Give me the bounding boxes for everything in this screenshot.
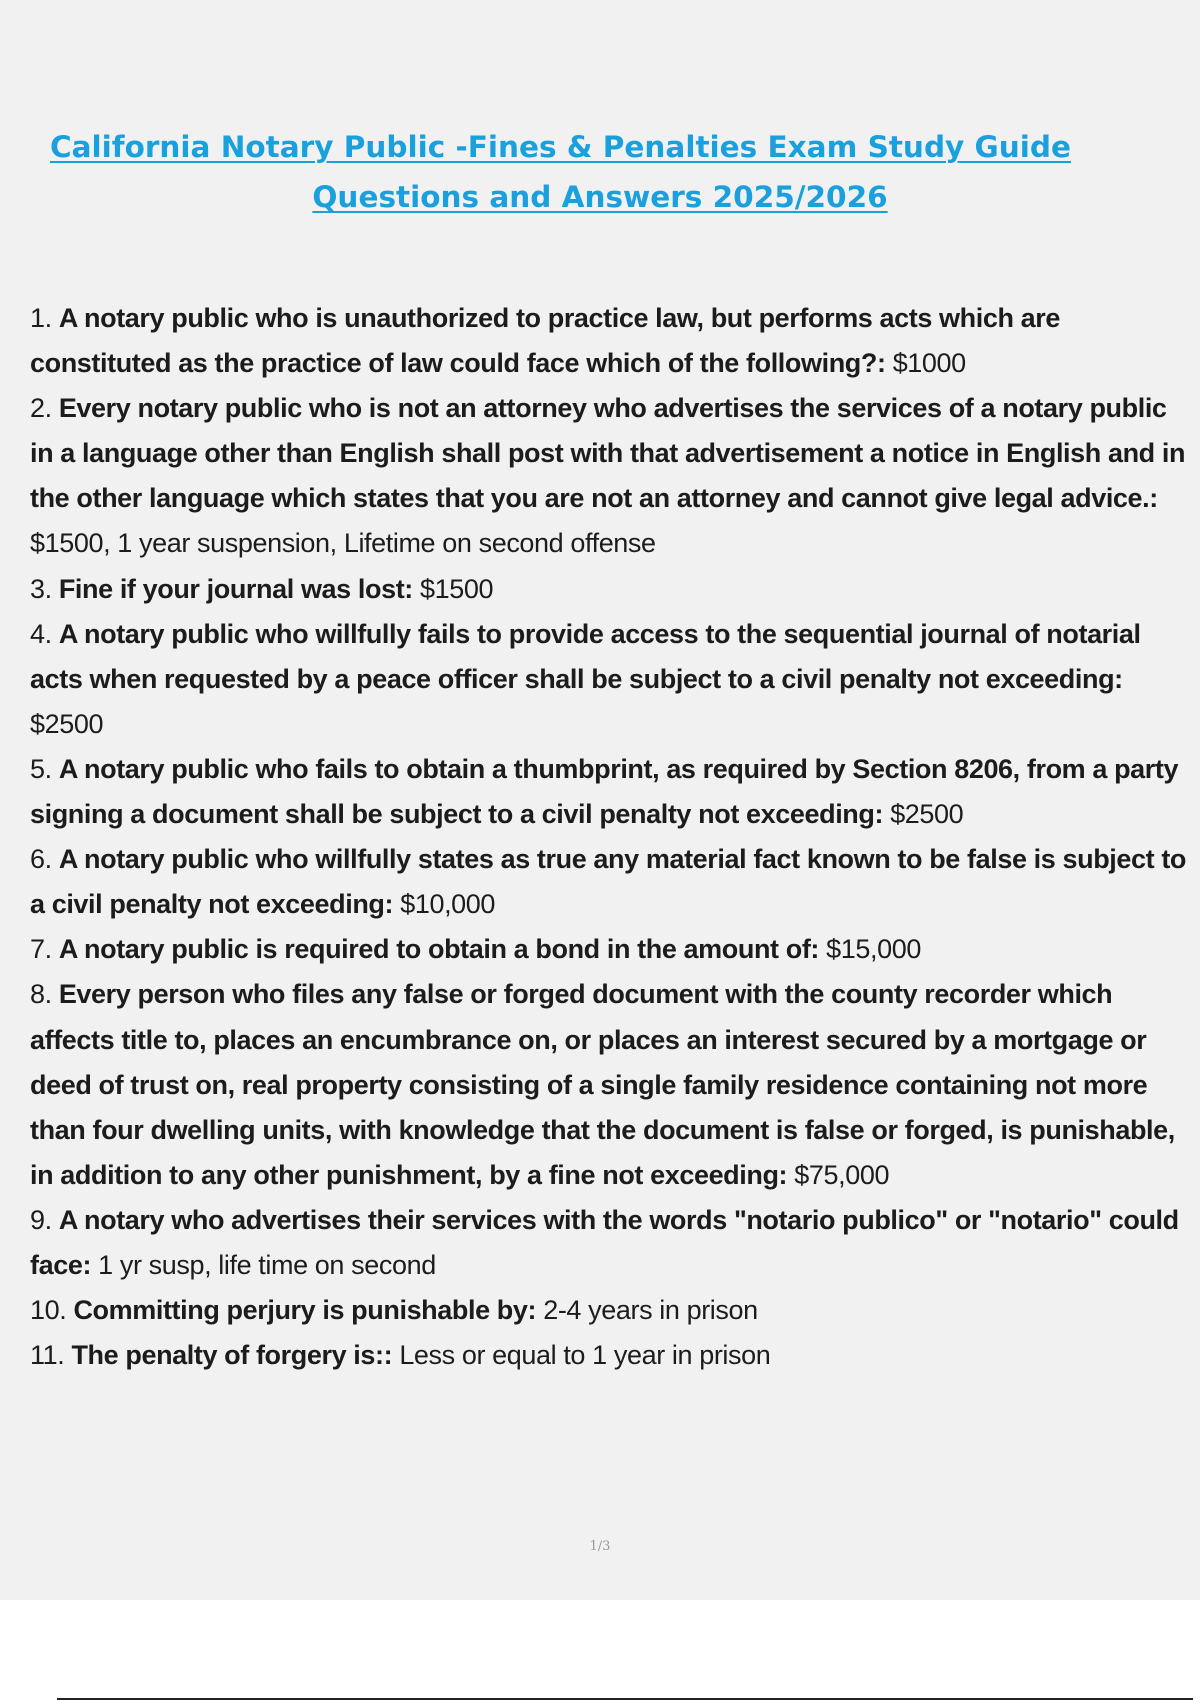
qa-item-9 [30, 1198, 1195, 1288]
qa-number: 2. [30, 393, 52, 424]
qa-item-11 [30, 1333, 1195, 1378]
qa-question: A notary public who willfully states as true any material fact known to be false is subject to a civil penalty not exceeding: [30, 844, 1186, 920]
qa-question: Fine if your journal was lost: [58, 573, 413, 604]
qa-number: 4. [30, 618, 52, 649]
qa-question: Committing perjury is punishable by: [73, 1295, 537, 1326]
qa-answer: Less or equal to 1 year in prison [399, 1340, 771, 1371]
title-line-2: Questions and Answers 2025/2026 [312, 180, 888, 214]
qa-answer: 2-4 years in prison [543, 1295, 758, 1326]
qa-answer: $1500 [419, 573, 494, 604]
qa-number: 10. [30, 1295, 67, 1326]
qa-item-5 [30, 747, 1195, 837]
qa-answer: $75,000 [794, 1159, 890, 1190]
qa-number: 6. [30, 844, 52, 875]
qa-answer: $2500 [30, 708, 104, 739]
qa-question: A notary public who is unauthorized to practice law, but performs acts which are constituted as the practice of law could face which of the following?: [30, 303, 1061, 379]
qa-item-1 [30, 296, 1195, 386]
question-answer-list [30, 296, 1195, 1378]
qa-item-6 [30, 837, 1195, 927]
qa-number: 9. [30, 1204, 52, 1235]
qa-question: A notary who advertises their services with the words "notario publico" or "notario" could face: [30, 1204, 1179, 1280]
qa-question: Every notary public who is not an attorney who advertises the services of a notary public in a language other than English shall post with that advertisement a notice in English and in the other language which states that you are not an attorney and cannot give legal advice.: [30, 393, 1186, 514]
qa-number: 3. [30, 573, 52, 604]
qa-answer: $2500 [890, 799, 964, 830]
title-line-1: California Notary Public -Fines & Penalties Exam Study Guide [50, 130, 1072, 164]
document-title [0, 122, 1200, 222]
qa-number: 5. [30, 753, 52, 784]
qa-question: A notary public is required to obtain a bond in the amount of: [58, 934, 820, 965]
qa-answer: $10,000 [400, 889, 496, 920]
qa-answer: $15,000 [826, 934, 921, 965]
qa-number: 8. [30, 979, 52, 1010]
qa-question: A notary public who willfully fails to provide access to the sequential journal of notarial acts when requested by a peace officer shall be subject to a civil penalty not exceeding: [30, 618, 1141, 694]
qa-question: A notary public who fails to obtain a thumbprint, as required by Section 8206, from a party signing a document shall be subject to a civil penalty not exceeding: [30, 753, 1179, 830]
qa-item-3 [30, 567, 1195, 612]
qa-item-8 [30, 972, 1195, 1197]
qa-question: The penalty of forgery is:: [71, 1340, 393, 1371]
qa-answer: 1 yr susp, life time on second [98, 1249, 436, 1280]
qa-item-4 [30, 612, 1195, 747]
qa-item-2 [30, 386, 1195, 566]
qa-number: 11. [30, 1340, 65, 1371]
qa-item-10 [30, 1288, 1195, 1333]
page-number: 1/3 [589, 1539, 611, 1554]
qa-answer: $1500, 1 year suspension, Lifetime on second offense [30, 528, 656, 559]
qa-question: Every person who files any false or forged document with the county recorder which affects title to, places an encumbrance on, or places an interest secured by a mortgage or deed of trust on, real property consisting of a single family residence containing not more than four dwelling units, with knowledge that the document is false or forged, is punishable, in addition to any other punishment, by a fine not exceeding: [30, 979, 1175, 1190]
qa-number: 7. [30, 934, 52, 965]
qa-answer: $1000 [892, 348, 966, 379]
qa-number: 1. [30, 303, 52, 333]
qa-item-7 [30, 927, 1195, 972]
